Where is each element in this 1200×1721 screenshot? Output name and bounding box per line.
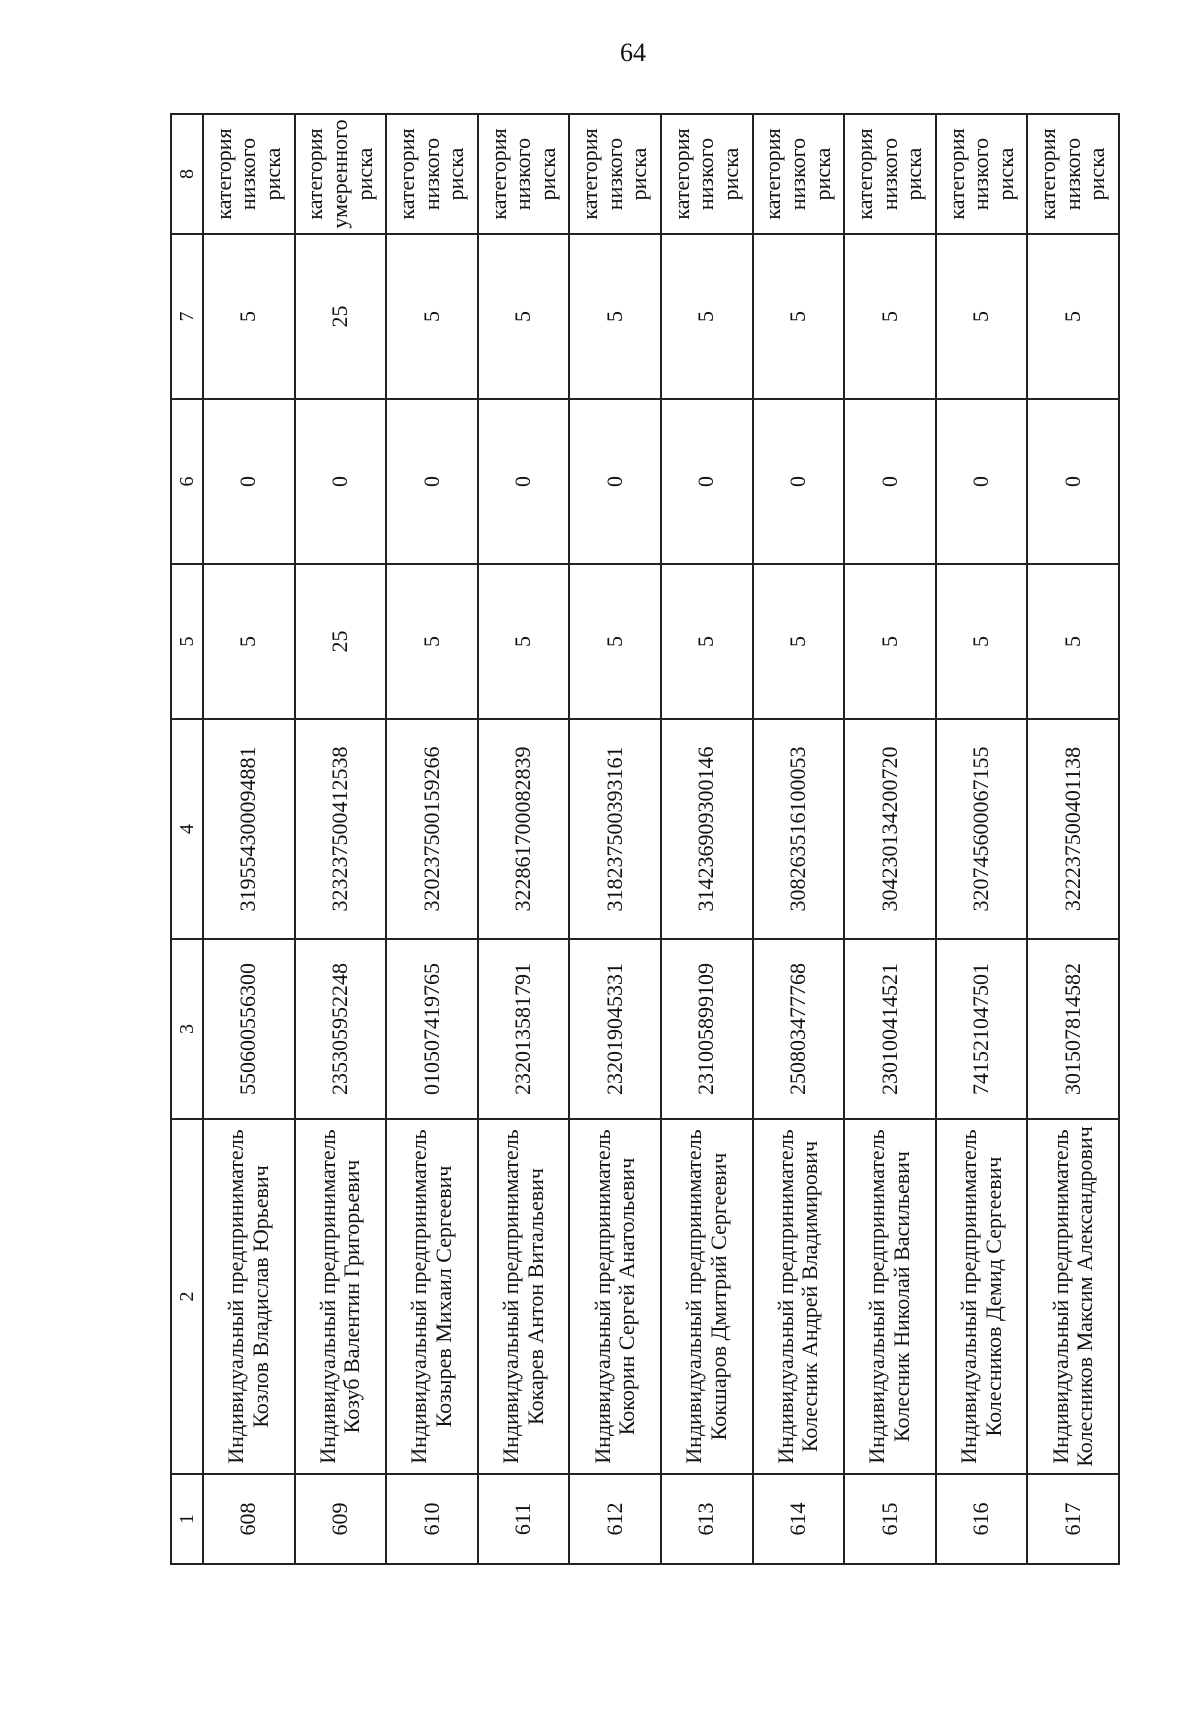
inn-cell: 232019045331 [569, 939, 661, 1119]
inn-cell: 301507814582 [1027, 939, 1119, 1119]
entrepreneur-name-cell: Индивидуальный предприниматель Колесник Николай Васильевич [844, 1119, 936, 1474]
page-number: 64 [620, 38, 646, 67]
risk-category-cell: категория низкого риска [844, 114, 936, 234]
value-col5-cell: 5 [753, 564, 845, 719]
inn-cell: 231005899109 [661, 939, 753, 1119]
value-col6-cell: 0 [569, 399, 661, 564]
value-col7-cell: 5 [753, 234, 845, 399]
value-col6-cell: 0 [1027, 399, 1119, 564]
ogrnip-cell: 320237500159266 [386, 719, 478, 939]
risk-category-cell: категория умеренного риска [295, 114, 387, 234]
table-row [295, 114, 387, 1564]
column-header: 8 [171, 114, 203, 234]
value-col7-cell: 5 [844, 234, 936, 399]
risk-category-cell: категория низкого риска [936, 114, 1028, 234]
risk-category-cell: категория низкого риска [1027, 114, 1119, 234]
value-col5-cell: 5 [661, 564, 753, 719]
risk-category-cell: категория низкого риска [661, 114, 753, 234]
value-col6-cell: 0 [478, 399, 570, 564]
value-col7-cell: 5 [1027, 234, 1119, 399]
value-col5-cell: 5 [1027, 564, 1119, 719]
inn-cell: 232013581791 [478, 939, 570, 1119]
table-row [661, 114, 753, 1564]
column-header: 1 [171, 1474, 203, 1564]
value-col6-cell: 0 [203, 399, 295, 564]
entrepreneur-name-cell: Индивидуальный предприниматель Козырев Михаил Сергеевич [386, 1119, 478, 1474]
value-col6-cell: 0 [386, 399, 478, 564]
risk-category-cell: категория низкого риска [753, 114, 845, 234]
registry-table-container [170, 115, 1120, 1565]
value-col7-cell: 5 [569, 234, 661, 399]
column-header: 3 [171, 939, 203, 1119]
table-row [753, 114, 845, 1564]
column-header: 7 [171, 234, 203, 399]
table-row [478, 114, 570, 1564]
table-row [936, 114, 1028, 1564]
risk-category-cell: категория низкого риска [569, 114, 661, 234]
value-col5-cell: 5 [478, 564, 570, 719]
inn-cell: 235305952248 [295, 939, 387, 1119]
column-number-row [171, 114, 203, 1564]
inn-cell: 741521047501 [936, 939, 1028, 1119]
row-number-cell: 613 [661, 1474, 753, 1564]
value-col7-cell: 5 [478, 234, 570, 399]
value-col7-cell: 5 [203, 234, 295, 399]
value-col5-cell: 25 [295, 564, 387, 719]
value-col5-cell: 5 [386, 564, 478, 719]
entrepreneur-name-cell: Индивидуальный предприниматель Козлов Владислав Юрьевич [203, 1119, 295, 1474]
value-col7-cell: 5 [936, 234, 1028, 399]
ogrnip-cell: 318237500393161 [569, 719, 661, 939]
inn-cell: 230100414521 [844, 939, 936, 1119]
value-col7-cell: 5 [386, 234, 478, 399]
entrepreneur-name-cell: Индивидуальный предприниматель Кокшаров Дмитрий Сергеевич [661, 1119, 753, 1474]
entrepreneur-name-cell: Индивидуальный предприниматель Колесников Демид Сергеевич [936, 1119, 1028, 1474]
value-col6-cell: 0 [936, 399, 1028, 564]
table-row [386, 114, 478, 1564]
table-row [844, 114, 936, 1564]
ogrnip-cell: 322237500401138 [1027, 719, 1119, 939]
registry-table [170, 113, 1120, 1565]
ogrnip-cell: 308263516100053 [753, 719, 845, 939]
inn-cell: 010507419765 [386, 939, 478, 1119]
ogrnip-cell: 319554300094881 [203, 719, 295, 939]
ogrnip-cell: 304230134200720 [844, 719, 936, 939]
row-number-cell: 608 [203, 1474, 295, 1564]
row-number-cell: 617 [1027, 1474, 1119, 1564]
column-header: 2 [171, 1119, 203, 1474]
risk-category-cell: категория низкого риска [478, 114, 570, 234]
risk-category-cell: категория низкого риска [386, 114, 478, 234]
value-col6-cell: 0 [661, 399, 753, 564]
ogrnip-cell: 322861700082839 [478, 719, 570, 939]
value-col7-cell: 5 [661, 234, 753, 399]
entrepreneur-name-cell: Индивидуальный предприниматель Кокорин Сергей Анатольевич [569, 1119, 661, 1474]
ogrnip-cell: 323237500412538 [295, 719, 387, 939]
column-header: 6 [171, 399, 203, 564]
row-number-cell: 615 [844, 1474, 936, 1564]
entrepreneur-name-cell: Индивидуальный предприниматель Колесников Максим Александрович [1027, 1119, 1119, 1474]
column-header: 4 [171, 719, 203, 939]
row-number-cell: 616 [936, 1474, 1028, 1564]
risk-category-cell: категория низкого риска [203, 114, 295, 234]
column-header: 5 [171, 564, 203, 719]
value-col6-cell: 0 [844, 399, 936, 564]
row-number-cell: 611 [478, 1474, 570, 1564]
value-col5-cell: 5 [569, 564, 661, 719]
value-col6-cell: 0 [295, 399, 387, 564]
table-row [1027, 114, 1119, 1564]
row-number-cell: 609 [295, 1474, 387, 1564]
entrepreneur-name-cell: Индивидуальный предприниматель Козуб Валентин Григорьевич [295, 1119, 387, 1474]
entrepreneur-name-cell: Индивидуальный предприниматель Кокарев Антон Витальевич [478, 1119, 570, 1474]
value-col5-cell: 5 [203, 564, 295, 719]
ogrnip-cell: 320745600067155 [936, 719, 1028, 939]
value-col5-cell: 5 [936, 564, 1028, 719]
value-col7-cell: 25 [295, 234, 387, 399]
row-number-cell: 612 [569, 1474, 661, 1564]
row-number-cell: 610 [386, 1474, 478, 1564]
ogrnip-cell: 314236909300146 [661, 719, 753, 939]
inn-cell: 250803477768 [753, 939, 845, 1119]
row-number-cell: 614 [753, 1474, 845, 1564]
value-col6-cell: 0 [753, 399, 845, 564]
table-row [203, 114, 295, 1564]
table-row [569, 114, 661, 1564]
entrepreneur-name-cell: Индивидуальный предприниматель Колесник Андрей Владимирович [753, 1119, 845, 1474]
inn-cell: 550600556300 [203, 939, 295, 1119]
value-col5-cell: 5 [844, 564, 936, 719]
